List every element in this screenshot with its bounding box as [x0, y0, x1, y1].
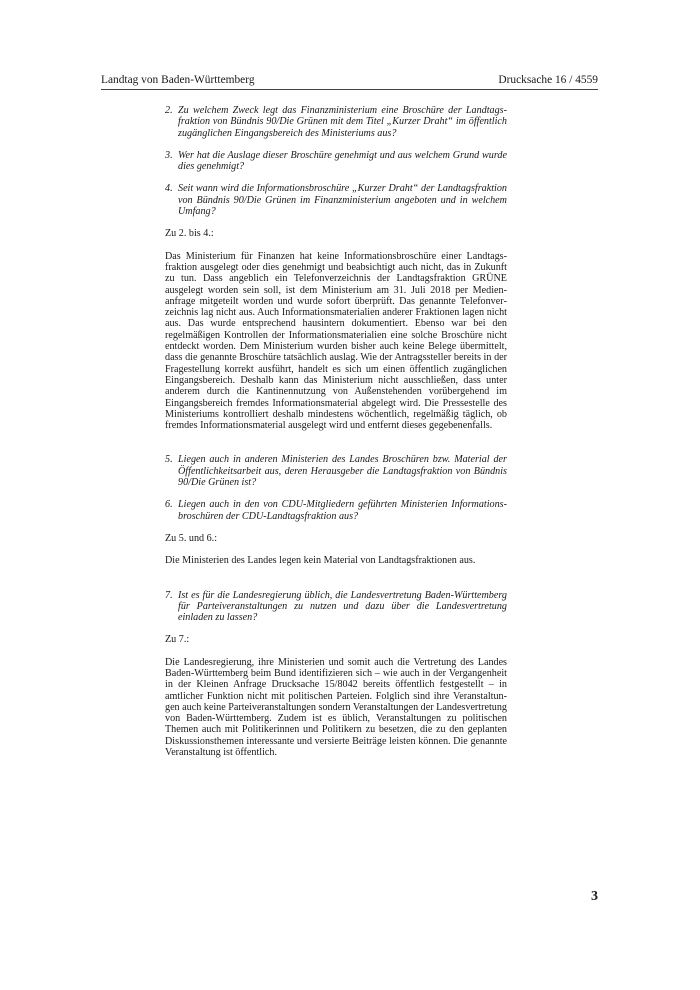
question-number: 5.	[165, 454, 173, 466]
question-text: Zu welchem Zweck legt das Finanzministerium eine Broschüre der Landtagsfraktion von Bündnis 90/Die Grünen mit dem Titel „Kurzer Draht“ im öffentlich zugänglichen Eingangsbereich des Ministeriums aus?	[178, 105, 507, 139]
answer-text-5-6: Die Ministerien des Landes legen kein Material von Landtagsfraktionen aus.	[165, 555, 476, 567]
header-left: Landtag von Baden-Württemberg	[101, 74, 255, 86]
answer-heading-7: Zu 7.:	[165, 634, 190, 646]
question-5	[165, 454, 507, 488]
answer-heading-5-6: Zu 5. und 6.:	[165, 532, 218, 544]
question-4	[165, 183, 507, 217]
answer-text-2-4: Das Ministerium für Finanzen hat keine Informationsbroschüre einer Landtagsfraktion ausgelegt oder dies genehmigt und beabsichtigt auch nicht, das in Zukunft zu tun. Dass angeblich ein Telefonverzeichnis der Landtagsfraktion GRÜNE ausgelegt worden sein soll, ist dem Ministerium am 31. Juli 2018 per Medienanfrage mitgeteilt worden und wurde sofort überprüft. Das genannte Telefonverzeichnis lag nicht aus. Auch Informationsmaterialien anderer Fraktionen lagen nicht aus. Das wurde entsprechend hausintern dokumentiert. Ebenso war bei den regelmäßigen Kontrollen der Informationsmaterialien eine solche Broschüre nicht entdeckt worden. Dem Ministerium wurden bisher auch keine Belege übermittelt, dass die genannte Broschüre tatsächlich auslag. Wie der Antragssteller bereits in der Fragestellung korrekt ausführt, handelt es sich um einen öffentlich zugänglichen Eingangsbereich. Deshalb kann das Ministerium nicht ausschließen, dass unter anderem durch die Kantinennutzung von Außenstehenden vorübergehend im Eingangsbereich fremdes Informationsmaterial abgelegt wird. Die Pressestelle des Ministeriums kontrolliert deshalb mindestens wöchentlich, regelmäßig täglich, ob fremdes Informationsmaterial ausgelegt wird und entfernt dieses gegebenenfalls.	[165, 250, 507, 432]
question-3	[165, 150, 507, 173]
question-number: 7.	[165, 589, 173, 601]
question-2	[165, 105, 507, 139]
question-text: Wer hat die Auslage dieser Broschüre genehmigt und aus welchem Grund wurde dies genehmigt?	[178, 149, 507, 173]
question-text: Ist es für die Landesregierung üblich, die Landesvertretung Baden-Württemberg für Parteiveranstaltungen zu nutzen und dazu über die Landesvertretung einladen zu lassen?	[178, 589, 507, 624]
question-text: Seit wann wird die Informationsbroschüre „Kurzer Draht“ der Landtagsfraktion von Bündnis 90/Die Grünen im Finanzministerium angeboten und in welchem Umfang?	[178, 183, 507, 218]
question-number: 4.	[165, 183, 173, 195]
question-number: 3.	[165, 149, 173, 161]
page-number: 3	[591, 889, 598, 904]
document-body	[165, 105, 507, 758]
header-rule	[101, 89, 598, 90]
answer-text-7: Die Landesregierung, ihre Ministerien und somit auch die Vertretung des Landes Baden-Württemberg beim Bund identifizieren sich – wie auch in der Vergangenheit in der Kleinen Anfrage Drucksache 15/8042 bereits öffentlich festgestellt – in amtlicher Funktion nicht mit politischen Parteien. Folglich sind ihre Veranstaltungen auch keine Parteiveranstaltungen sondern Veranstaltungen der Landesvertretung von Baden-Württemberg. Zudem ist es üblich, Veranstaltungen zu politischen Themen auch mit Politikerinnen und Politikern zu besetzen, die zu den geplanten Diskussionsthemen interessante und versierte Beiträge leisten können. Die genannte Veranstaltung ist öffentlich.	[165, 656, 507, 759]
question-7	[165, 590, 507, 624]
question-text: Liegen auch in den von CDU-Mitgliedern geführten Ministerien Informationsbroschüren der CDU-Landtagsfraktion aus?	[178, 499, 507, 522]
answer-heading-2-4: Zu 2. bis 4.:	[165, 228, 214, 240]
question-text: Liegen auch in anderen Ministerien des Landes Broschüren bzw. Material der Öffentlichkeitsarbeit aus, deren Herausgeber die Landtagsfraktion von Bündnis 90/Die Grünen ist?	[178, 454, 507, 489]
question-6	[165, 499, 507, 522]
header-right: Drucksache 16 / 4559	[498, 74, 598, 86]
question-number: 2.	[165, 105, 173, 116]
page-header	[101, 73, 598, 89]
question-number: 6.	[165, 499, 173, 511]
